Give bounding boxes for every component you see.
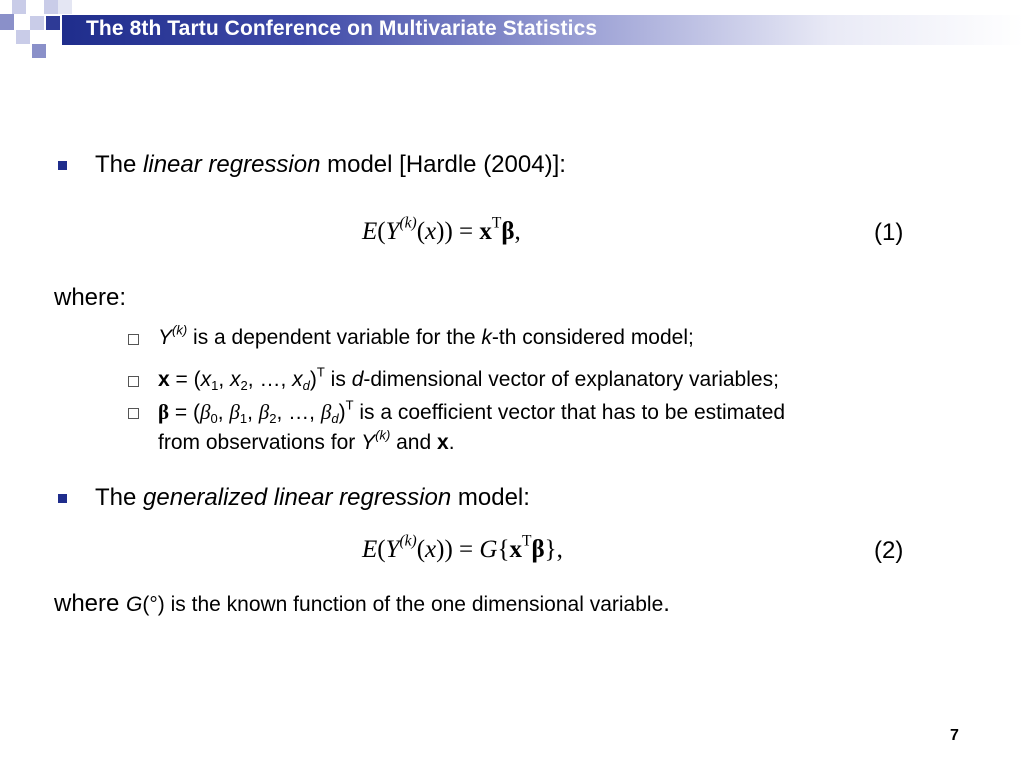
sub-bullet-explanatory-vector bbox=[158, 364, 779, 393]
symbol: β bbox=[320, 400, 332, 424]
page-number: 7 bbox=[950, 727, 959, 744]
text: , bbox=[218, 368, 231, 391]
logo-square bbox=[16, 30, 30, 44]
symbol: (k) bbox=[375, 427, 391, 443]
text: The bbox=[95, 484, 144, 511]
eq-symbol: ( bbox=[377, 218, 386, 245]
bullet-linear-regression bbox=[95, 151, 566, 179]
symbol: Y bbox=[361, 431, 376, 454]
eq-symbol: )) = bbox=[436, 218, 480, 245]
text: where bbox=[54, 590, 127, 617]
text: from observations for bbox=[158, 431, 362, 454]
text: , …, bbox=[247, 368, 293, 391]
eq-symbol: Y bbox=[385, 536, 400, 563]
equation-1 bbox=[362, 214, 521, 246]
symbol: k bbox=[481, 326, 492, 349]
logo-square bbox=[58, 0, 72, 14]
logo-square bbox=[30, 16, 44, 30]
emphasis: linear regression bbox=[143, 151, 321, 178]
superscript: T bbox=[345, 397, 354, 413]
text: is a coefficient vector that has to be estimated bbox=[353, 401, 786, 424]
text: The bbox=[95, 151, 144, 178]
eq-symbol: x bbox=[425, 218, 437, 245]
text: is the known function of the one dimensional variable bbox=[164, 593, 664, 616]
sub-bullet-coefficient-vector bbox=[158, 397, 786, 426]
checkbox-bullet-icon bbox=[128, 376, 139, 387]
logo-square bbox=[32, 44, 46, 58]
logo-square bbox=[0, 14, 14, 30]
eq-symbol: (k) bbox=[399, 214, 417, 232]
eq-symbol: { bbox=[497, 536, 510, 563]
checkbox-bullet-icon bbox=[128, 408, 139, 419]
eq-symbol: T bbox=[491, 214, 502, 232]
text: ) bbox=[338, 401, 346, 424]
text: -dimensional vector of explanatory variables; bbox=[363, 368, 779, 391]
eq-symbol: }, bbox=[544, 536, 563, 563]
equation-1-number: (1) bbox=[874, 219, 904, 246]
symbol: x bbox=[200, 368, 212, 391]
symbol: Y bbox=[158, 326, 173, 349]
eq-symbol: T bbox=[521, 532, 532, 550]
eq-symbol: x bbox=[509, 536, 522, 563]
emphasis: generalized linear regression bbox=[143, 484, 452, 511]
symbol: β bbox=[200, 400, 211, 424]
bullet-square-icon bbox=[58, 161, 67, 170]
where-known-function bbox=[54, 590, 670, 618]
logo-square bbox=[44, 0, 58, 14]
logo-square bbox=[12, 0, 26, 14]
checkbox-bullet-icon bbox=[128, 334, 139, 345]
text: -th considered model; bbox=[491, 326, 694, 349]
eq-symbol: ( bbox=[416, 218, 426, 245]
subscript: 2 bbox=[240, 377, 248, 393]
text: , bbox=[247, 401, 259, 424]
logo-square bbox=[26, 0, 40, 14]
text: = ( bbox=[169, 368, 201, 391]
sub-bullet-coefficient-vector-continued bbox=[158, 427, 455, 455]
symbol: β bbox=[158, 400, 170, 424]
subscript: 1 bbox=[239, 410, 248, 426]
symbol: β bbox=[229, 400, 240, 424]
text: (°) bbox=[142, 593, 165, 616]
eq-symbol: , bbox=[514, 218, 521, 245]
bullet-square-icon bbox=[58, 494, 67, 503]
text: is bbox=[324, 368, 352, 391]
eq-symbol: (k) bbox=[399, 532, 417, 550]
text: . bbox=[448, 431, 455, 454]
text: ) bbox=[309, 368, 317, 391]
subscript: 2 bbox=[269, 410, 277, 426]
symbol: x bbox=[437, 431, 449, 454]
symbol: G bbox=[126, 593, 143, 616]
text: = ( bbox=[169, 401, 201, 424]
text: model: bbox=[451, 484, 530, 511]
slide-header-title: The 8th Tartu Conference on Multivariate Statistics bbox=[86, 17, 598, 40]
subscript: 0 bbox=[210, 410, 218, 426]
subscript: 1 bbox=[211, 377, 219, 393]
text: , bbox=[217, 401, 230, 424]
text: and bbox=[390, 431, 438, 454]
equation-2 bbox=[362, 532, 563, 564]
eq-symbol: ( bbox=[416, 536, 426, 563]
symbol: x bbox=[292, 368, 303, 391]
equation-2-number: (2) bbox=[874, 537, 904, 564]
text: is a dependent variable for the bbox=[187, 326, 482, 349]
text: . bbox=[663, 590, 670, 617]
eq-symbol: x bbox=[425, 536, 437, 563]
symbol: d bbox=[351, 368, 364, 391]
symbol: x bbox=[230, 368, 241, 391]
symbol: x bbox=[158, 368, 170, 391]
eq-symbol: E bbox=[362, 536, 378, 563]
subscript: d bbox=[331, 410, 339, 426]
symbol: (k) bbox=[172, 322, 188, 338]
eq-symbol: E bbox=[362, 218, 378, 245]
sub-bullet-dependent-variable bbox=[158, 322, 694, 350]
text: , …, bbox=[276, 401, 321, 424]
bullet-generalized-linear-regression bbox=[95, 484, 530, 512]
eq-symbol: Y bbox=[385, 218, 400, 245]
eq-symbol: β bbox=[531, 536, 545, 563]
eq-symbol: ( bbox=[377, 536, 386, 563]
eq-symbol: x bbox=[479, 218, 492, 245]
subscript: d bbox=[302, 377, 310, 393]
where-label: where: bbox=[54, 284, 127, 311]
superscript: T bbox=[316, 364, 325, 380]
logo-square bbox=[46, 16, 60, 30]
eq-symbol: G bbox=[479, 536, 498, 563]
eq-symbol: β bbox=[501, 218, 515, 245]
text: model [Hardle (2004)]: bbox=[320, 151, 566, 178]
symbol: β bbox=[258, 400, 270, 424]
eq-symbol: )) = bbox=[436, 536, 480, 563]
